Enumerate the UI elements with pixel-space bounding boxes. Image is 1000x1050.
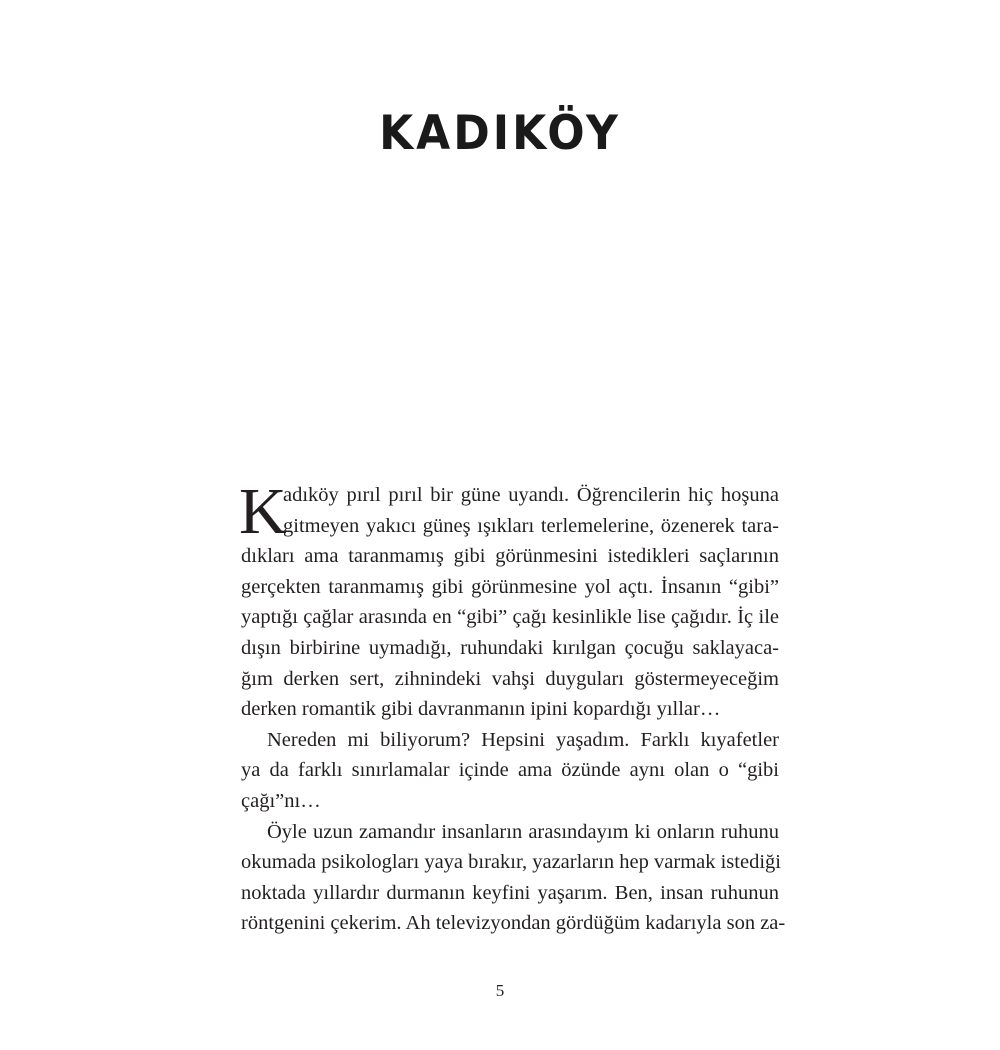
text-line: dışın birbirine uymadığı, ruhundaki kırılgan çocuğu saklayaca- — [241, 636, 779, 659]
text-line: gerçekten taranmamış gibi görünmesine yol açtı. İnsanın “gibi” — [241, 575, 779, 598]
text-line: Nereden mi biliyorum? Hepsini yaşadım. Farklı kıyafetler — [267, 728, 779, 751]
text-line: yaptığı çağlar arasında en “gibi” çağı kesinlikle lise çağıdır. İç ile — [241, 606, 779, 629]
body-text — [239, 475, 786, 939]
text-line: röntgenini çekerim. Ah televizyondan gördüğüm kadarıyla son za- — [241, 912, 786, 935]
text-line: Öyle uzun zamandır insanların arasındayım ki onların ruhunu — [267, 820, 779, 843]
paragraph-1 — [239, 475, 779, 725]
text-line: gitmeyen yakıcı güneş ışıkları terlemelerine, özenerek tara- — [283, 514, 779, 537]
text-line: derken romantik gibi davranmanın ipini kopardığı yıllar… — [241, 698, 721, 721]
paragraph-2 — [241, 725, 779, 817]
text-line: ya da farklı sınırlamalar içinde ama özünde aynı olan o “gibi — [241, 759, 779, 782]
paragraph-3 — [241, 817, 786, 939]
text-line: çağı”nı… — [241, 789, 321, 812]
drop-cap: K — [239, 475, 287, 548]
text-line: dıkları ama taranmamış gibi görünmesini istedikleri saçlarının — [241, 545, 779, 568]
text-line: okumada psikologları yaya bırakır, yazarların hep varmak istediği — [241, 851, 781, 874]
text-line: noktada yıllardır durmanın keyfini yaşarım. Ben, insan ruhunun — [241, 881, 779, 904]
text-line: adıköy pırıl pırıl bir güne uyandı. Öğrencilerin hiç hoşuna — [283, 484, 779, 506]
page-number: 5 — [495, 981, 505, 1000]
chapter-title: KADIKÖY — [379, 105, 621, 162]
text-line: ğım derken sert, zihnindeki vahşi duyguları göstermeyeceğim — [241, 667, 779, 690]
